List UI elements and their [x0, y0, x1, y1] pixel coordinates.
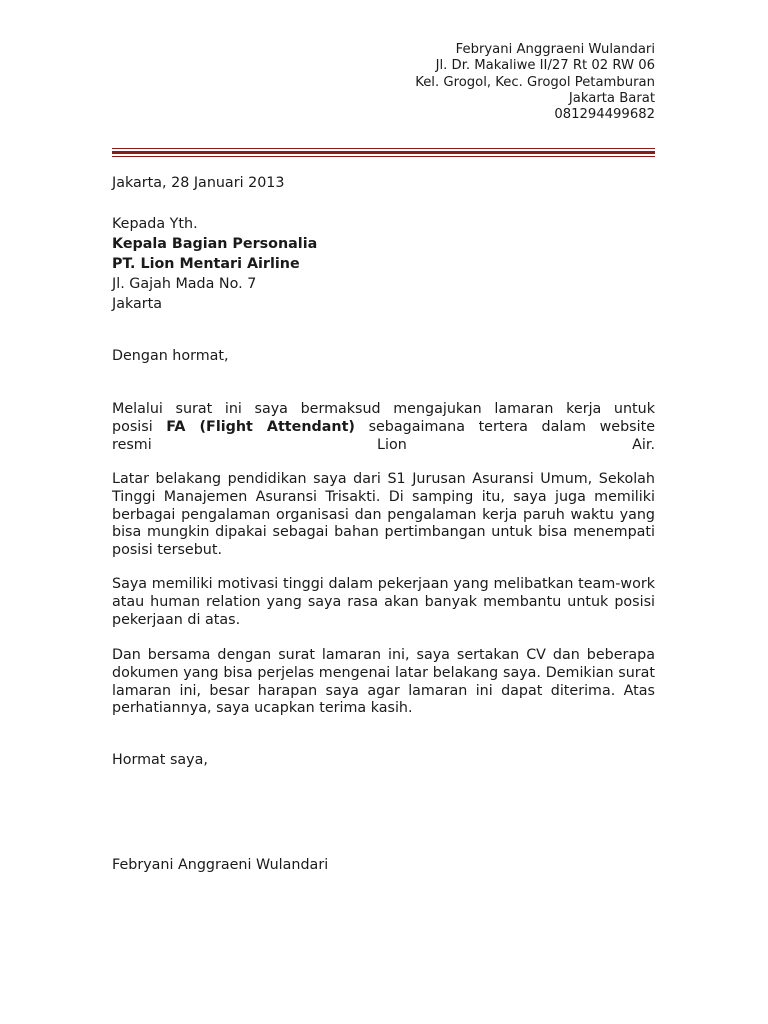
closing: Hormat saya,: [112, 752, 208, 768]
recipient-company: PT. Lion Mentari Airline: [112, 256, 300, 272]
paragraph-1-suffix: sebagaimana tertera dalam website: [368, 418, 655, 435]
letter-page: [112, 0, 655, 1024]
greeting: Dengan hormat,: [112, 348, 229, 364]
recipient-block: [112, 214, 317, 314]
paragraph-1-prefix: posisi: [112, 418, 153, 435]
recipient-salutation: Kepada Yth.: [112, 216, 198, 232]
letter-date: Jakarta, 28 Januari 2013: [112, 175, 285, 191]
paragraph-1-line-1: Melalui surat ini saya bermaksud mengajukan lamaran kerja untuk: [112, 401, 655, 417]
sender-name: Febryani Anggraeni Wulandari: [455, 42, 655, 57]
sender-city: Jakarta Barat: [568, 90, 655, 106]
header-rule-top: [112, 148, 655, 149]
sender-phone: 081294499682: [554, 107, 655, 123]
position-applied: FA (Flight Attendant): [166, 418, 355, 435]
recipient-position: Kepala Bagian Personalia: [112, 236, 318, 252]
sender-block: [415, 42, 655, 123]
paragraph-1: [112, 401, 655, 454]
header-rule-bottom: [112, 156, 655, 157]
signature-name: Febryani Anggraeni Wulandari: [112, 857, 329, 873]
paragraph-1-line-2: [112, 419, 655, 437]
recipient-city: Jakarta: [112, 296, 163, 312]
recipient-address: Jl. Gajah Mada No. 7: [112, 276, 257, 292]
paragraph-1-line-3: resmi Lion Air.: [112, 436, 655, 453]
paragraph-3: Saya memiliki motivasi tinggi dalam pekerjaan yang melibatkan team-work atau human relation yang saya rasa akan banyak membantu untuk posisi pekerjaan di atas.: [112, 576, 655, 628]
sender-address-line2: Kel. Grogol, Kec. Grogol Petamburan: [415, 74, 655, 90]
sender-address-line1: Jl. Dr. Makaliwe II/27 Rt 02 RW 06: [435, 58, 655, 74]
paragraph-2: Latar belakang pendidikan saya dari S1 Jurusan Asuransi Umum, Sekolah Tinggi Manajemen Asuransi Trisakti. Di samping itu, saya juga memiliki berbagai pengalaman organisasi dan pengalaman kerja paruh waktu yang bisa mungkin dipakai sebagai bahan pertimbangan untuk bisa menempati posisi tersebut.: [112, 471, 655, 559]
paragraph-4: Dan bersama dengan surat lamaran ini, saya sertakan CV dan beberapa dokumen yang bisa perjelas mengenai latar belakang saya. Demikian surat lamaran ini, besar harapan saya agar lamaran ini dapat diterima. Atas perhatiannya, saya ucapkan terima kasih.: [112, 647, 655, 717]
header-rule-thick: [112, 151, 655, 154]
